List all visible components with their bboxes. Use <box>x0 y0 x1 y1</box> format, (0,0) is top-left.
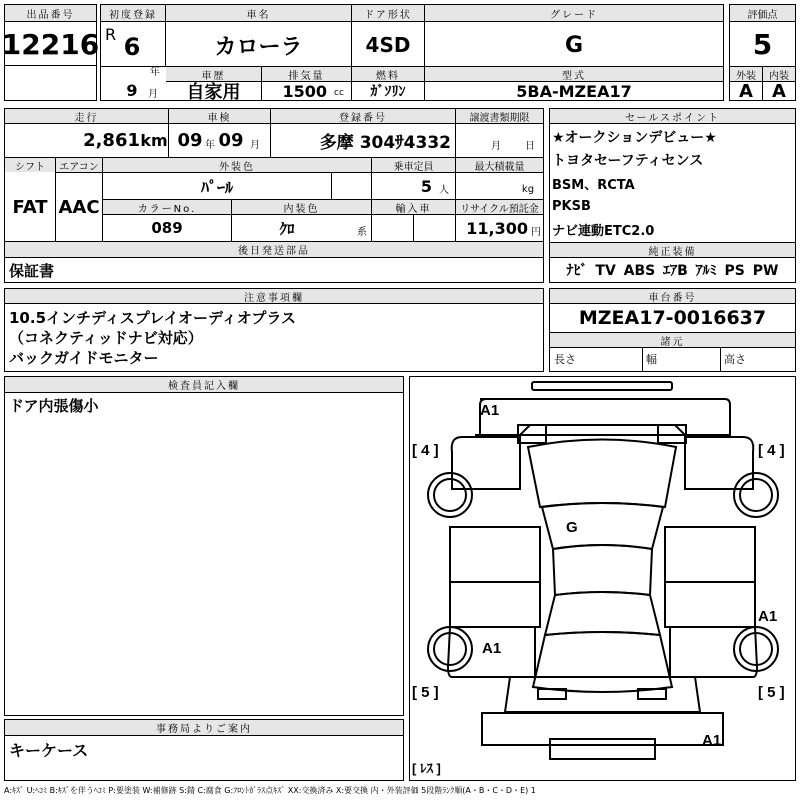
front-panel <box>475 425 730 435</box>
rear-window <box>545 592 660 635</box>
car-name: カローラ <box>214 34 303 60</box>
hood <box>528 440 676 508</box>
ext-score-value: A <box>739 80 753 102</box>
interior-color-label: 内装色 <box>232 200 371 214</box>
car-diagram <box>410 377 795 780</box>
inspection-month-unit: 月 <box>250 139 260 151</box>
interior-color-unit: 系 <box>357 226 367 238</box>
roof <box>553 545 652 595</box>
lot-box <box>1 4 100 101</box>
max-load-unit: kg <box>521 183 535 195</box>
sales-point-line: トヨタセーフティセンス <box>552 153 704 169</box>
model-label: 型式 <box>425 67 723 81</box>
later-parts-value: 保証書 <box>9 261 55 280</box>
color-no-label: カラーNo. <box>103 200 231 214</box>
first-reg-year: 6 <box>123 33 141 61</box>
first-reg-year-unit: 年 <box>150 66 160 78</box>
tire-front-left: [ 4 ] <box>412 442 439 459</box>
model-value: 5BA-MZEA17 <box>516 81 632 101</box>
spec-box <box>4 108 544 258</box>
width-label: 幅 <box>646 353 657 366</box>
tire-front-right: [ 4 ] <box>758 442 785 459</box>
score-box <box>729 4 796 101</box>
equipment-label: 純正装備 <box>550 243 795 257</box>
later-parts-label: 後日発送部品 <box>5 242 543 257</box>
notes-line: バックガイドモニター <box>9 348 159 367</box>
length-label: 長さ <box>554 353 576 366</box>
right-front-door <box>665 527 755 582</box>
inspection-label: 車検 <box>169 109 270 123</box>
capacity-unit: 人 <box>439 184 449 196</box>
front-bumper-top <box>532 382 672 390</box>
left-rear-door <box>450 582 540 627</box>
capacity-value: 5 <box>420 176 432 196</box>
sales-point-line: BSM、RCTA <box>552 177 635 193</box>
rear-bumper <box>482 713 723 745</box>
recycle-value: 11,300 <box>466 218 528 238</box>
right-rear-door <box>665 582 755 627</box>
recycle-unit: 円 <box>531 226 541 238</box>
right-rear-quarter <box>670 627 757 677</box>
mileage-unit: km <box>140 130 168 150</box>
front-left-fender <box>452 437 520 489</box>
displacement-label: 排気量 <box>262 67 351 81</box>
first-reg-month: 9 <box>126 81 138 100</box>
grade-label: グレード <box>425 5 723 21</box>
grade-value: G <box>564 32 584 58</box>
spare-tire: [ ﾚｽ ] <box>412 761 441 776</box>
interior-color-value: ｸﾛ <box>279 219 295 238</box>
first-reg-era: R <box>105 24 117 44</box>
damage-mark: A1 <box>758 608 778 625</box>
later-parts-box <box>4 257 544 283</box>
dimensions-label: 諸元 <box>550 333 795 347</box>
aircon-label: エアコン <box>56 158 102 172</box>
recycle-label: リサイクル預託金 <box>456 200 543 214</box>
sales-point-line: ナビ連動ETC2.0 <box>552 223 655 239</box>
notes-box <box>4 288 544 372</box>
int-score-value: A <box>772 80 786 102</box>
sales-point-line: ★オークションデビュー★ <box>552 130 717 146</box>
plate-label: 登録番号 <box>271 109 455 123</box>
inspector-box <box>4 376 404 716</box>
transfer-label: 譲渡書類期限 <box>456 109 543 123</box>
transfer-day-unit: 日 <box>525 140 535 152</box>
chassis-label: 車台番号 <box>550 289 795 303</box>
import-label: 輸入車 <box>372 200 455 214</box>
height-label: 高さ <box>724 353 746 366</box>
score-value: 5 <box>752 27 773 61</box>
displacement-value: 1500 <box>282 81 327 101</box>
left-front-door <box>450 527 540 582</box>
windshield <box>542 503 663 549</box>
chassis-box <box>549 288 796 372</box>
capacity-label: 乗車定員 <box>372 158 455 172</box>
sales-points-label: セールスポイント <box>550 109 795 123</box>
inspection-year-unit: 年 <box>205 139 215 151</box>
sales-point-line: PKSB <box>552 198 591 214</box>
shift-value: FAT <box>12 196 48 218</box>
damage-mark: A1 <box>482 640 502 657</box>
header-main-box <box>100 4 724 101</box>
int-score-label: 内装 <box>763 67 795 81</box>
transfer-month-unit: 月 <box>491 140 501 152</box>
damage-mark: A1 <box>480 402 500 419</box>
inspector-label: 検査員記入欄 <box>5 377 403 392</box>
damage-mark: A1 <box>702 732 722 749</box>
damage-mark: G <box>566 519 578 536</box>
front-right-fender <box>685 437 753 489</box>
tire-rear-left: [ 5 ] <box>412 684 439 701</box>
ext-score-label: 外装 <box>730 67 762 81</box>
sales-points-box <box>549 108 796 283</box>
history-value: 自家用 <box>186 82 241 103</box>
office-label: 事務局よりご案内 <box>5 720 403 735</box>
door-label: ドア形状 <box>352 5 424 21</box>
tire-rear-right: [ 5 ] <box>758 684 785 701</box>
inspection-year: 09 <box>177 129 203 151</box>
car-diagram-box <box>409 376 796 781</box>
shift-label: シフト <box>5 158 55 172</box>
door-type: 4SD <box>365 33 411 57</box>
first-reg-label: 初度登録 <box>101 5 165 21</box>
notes-line: （コネクティッドナビ対応） <box>9 328 203 347</box>
rear-license <box>550 739 655 759</box>
plate-number: 多摩 304ｻ4332 <box>319 132 451 153</box>
max-load-label: 最大積載量 <box>456 158 543 172</box>
trunk <box>533 632 672 692</box>
office-note: キーケース <box>9 740 89 760</box>
office-box <box>4 719 404 781</box>
exterior-color-label: 外装色 <box>103 158 371 172</box>
fuel-value: ｶﾞｿﾘﾝ <box>370 84 406 100</box>
notes-line: 10.5インチディスプレイオーディオプラス <box>9 308 296 327</box>
first-reg-month-unit: 月 <box>148 88 158 100</box>
displacement-unit: cc <box>334 88 344 98</box>
car-name-label: 車名 <box>166 5 351 21</box>
chassis-number: MZEA17-0016637 <box>578 307 767 329</box>
history-label: 車歴 <box>166 67 261 81</box>
lot-number: 12216 <box>1 27 100 61</box>
aircon-value: AAC <box>58 196 100 218</box>
notes-label: 注意事項欄 <box>5 289 543 303</box>
color-no-value: 089 <box>151 219 183 237</box>
fuel-label: 燃料 <box>352 67 424 81</box>
mileage-label: 走行 <box>5 109 168 123</box>
inspection-month: 09 <box>218 129 244 151</box>
inspector-note: ドア内張傷小 <box>9 396 99 415</box>
mileage-value: 2,861 <box>83 129 140 151</box>
score-label: 評価点 <box>730 5 795 21</box>
equipment-value: ﾅﾋﾞ TV ABS ｴｱB ｱﾙﾐ PS PW <box>566 263 779 279</box>
lot-label: 出品番号 <box>5 5 96 21</box>
legend: A:ｷｽﾞ U:ﾍｺﾐ B:ｷｽﾞを伴うﾍｺﾐ P:要塗装 W:補修跡 S:錆 C:腐食 G:ﾌﾛﾝﾄｶﾞﾗｽ点ｷｽﾞ XX:交換済み X:要交換 内・外装評価 5段階ﾗﾝｸ順(A・B・C・D・E) 1 <box>4 785 536 795</box>
exterior-color-value: ﾊﾟｰﾙ <box>200 177 233 197</box>
